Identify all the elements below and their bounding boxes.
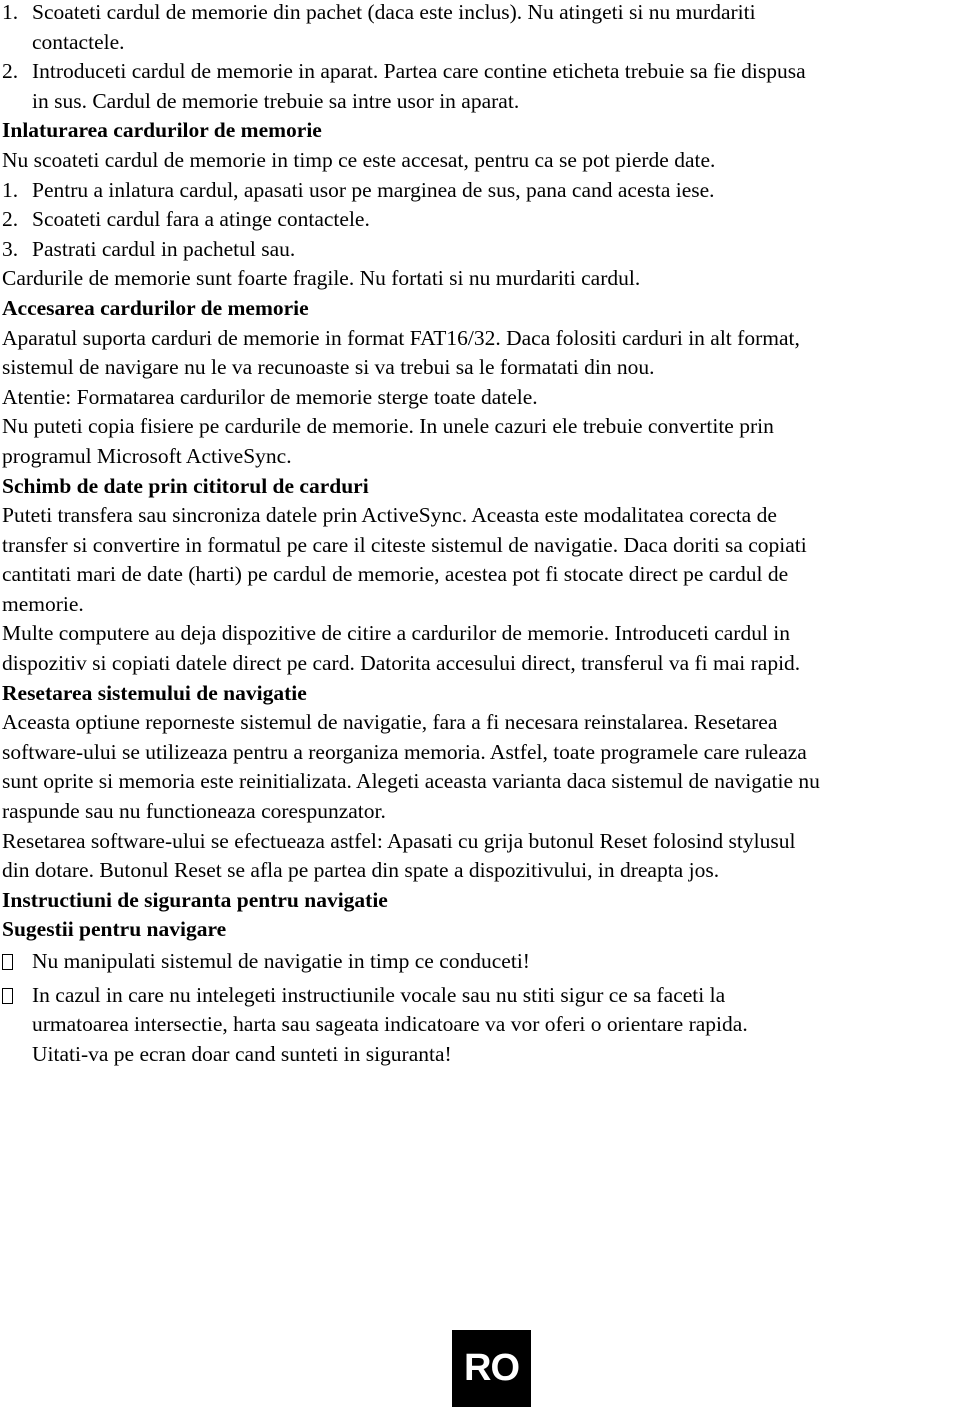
section-heading: Instructiuni de siguranta pentru navigatie <box>2 887 388 912</box>
numbered-step <box>2 176 960 206</box>
section-card-reader <box>2 472 960 679</box>
bullet-item <box>2 947 960 977</box>
numbered-step <box>2 205 960 235</box>
step-number: 3. <box>2 236 19 261</box>
paragraph-line: Atentie: Formatarea cardurilor de memorie sterge toate datele. <box>2 384 538 409</box>
section-heading: Inlaturarea cardurilor de memorie <box>2 118 322 143</box>
paragraph-line: memorie. <box>2 591 84 616</box>
step-number: 2. <box>2 59 19 84</box>
section-heading: Resetarea sistemului de navigatie <box>2 680 307 705</box>
paragraph-line: sunt oprite si memoria este reinitializata. Alegeti aceasta varianta daca sistemul de navigatie nu <box>2 769 820 794</box>
section-safety <box>2 886 960 1070</box>
section-subheading: Sugestii pentru navigare <box>2 917 227 942</box>
section-removing-cards <box>2 116 960 294</box>
bullet-text: Nu manipulati sistemul de navigatie in timp ce conduceti! <box>32 949 530 973</box>
paragraph-line: Aceasta optiune reporneste sistemul de navigatie, fara a fi necesara reinstalarea. Resetarea <box>2 710 778 735</box>
section-heading: Schimb de date prin cititorul de carduri <box>2 473 369 498</box>
intro-step-2-cont: in sus. Cardul de memorie trebuie sa intre usor in aparat. <box>32 88 520 113</box>
paragraph-line: transfer si convertire in formatul pe care il citeste sistemul de navigatie. Daca doriti sa copiati <box>2 532 807 557</box>
step-text: Pastrati cardul in pachetul sau. <box>32 236 296 261</box>
bullet-text-cont: Uitati-va pe ecran doar cand sunteti in siguranta! <box>32 1041 452 1066</box>
intro-step-1 <box>2 0 960 28</box>
paragraph-line: Nu puteti copia fisiere pe cardurile de memorie. In unele cazuri ele trebuie convertite prin <box>2 414 774 439</box>
paragraph-line: dispozitiv si copiati datele direct pe card. Datorita accesului direct, transferul va fi mai rapid. <box>2 651 801 676</box>
intro-step-1-cont: contactele. <box>32 29 125 54</box>
paragraph-line: Resetarea software-ului se efectueaza astfel: Apasati cu grija butonul Reset folosind stylusul <box>2 828 796 853</box>
section-reset <box>2 679 960 886</box>
step-text: Scoateti cardul fara a atinge contactele. <box>32 207 370 232</box>
intro-steps <box>2 0 960 116</box>
paragraph-line: cantitati mari de date (harti) pe cardul de memorie, acestea pot fi stocate direct pe cardul de <box>2 562 789 587</box>
paragraph-line: programul Microsoft ActiveSync. <box>2 443 292 468</box>
step-number: 2. <box>2 207 19 232</box>
language-badge: RO <box>452 1330 531 1407</box>
step-text: Introduceti cardul de memorie in aparat. Partea care contine eticheta trebuie sa fie dispusa <box>32 59 806 84</box>
step-text: Scoateti cardul de memorie din pachet (daca este inclus). Nu atingeti si nu murdariti <box>32 0 756 24</box>
paragraph-line: sistemul de navigare nu le va recunoaste si va trebui sa le formatati din nou. <box>2 355 655 380</box>
paragraph-line: Puteti transfera sau sincroniza datele prin ActiveSync. Aceasta este modalitatea corecta de <box>2 503 777 528</box>
step-text: Pentru a inlatura cardul, apasati usor pe marginea de sus, pana cand acesta iese. <box>32 177 715 202</box>
bullet-text: In cazul in care nu intelegeti instructiunile vocale sau nu stiti sigur ce sa faceti la <box>32 982 726 1007</box>
bullet-item <box>2 981 960 1011</box>
bullet-box-icon <box>2 954 13 970</box>
section-heading: Accesarea cardurilor de memorie <box>2 295 309 320</box>
paragraph-line: Aparatul suporta carduri de memorie in format FAT16/32. Daca folositi carduri in alt format, <box>2 325 800 350</box>
step-number: 1. <box>2 177 19 202</box>
paragraph-line: software-ului se utilizeaza pentru a reorganiza memoria. Astfel, toate programele care ruleaza <box>2 739 807 764</box>
paragraph-line: Cardurile de memorie sunt foarte fragile. Nu fortati si nu murdariti cardul. <box>2 266 641 291</box>
step-number: 1. <box>2 0 19 24</box>
paragraph-line: Nu scoateti cardul de memorie in timp ce este accesat, pentru ca se pot pierde date. <box>2 147 716 172</box>
section-accessing-cards <box>2 294 960 472</box>
paragraph-line: din dotare. Butonul Reset se afla pe partea din spate a dispozitivului, in dreapta jos. <box>2 858 720 883</box>
paragraph-line: Multe computere au deja dispozitive de citire a cardurilor de memorie. Introduceti cardul in <box>2 621 791 646</box>
bullet-box-icon <box>2 988 13 1004</box>
bullet-text-cont: urmatoarea intersectie, harta sau sageata indicatoare va vor oferi o orientare rapida. <box>32 1012 748 1037</box>
paragraph-line: raspunde sau nu functioneaza corespunzator. <box>2 799 386 824</box>
numbered-step <box>2 235 960 265</box>
intro-step-2 <box>2 57 960 87</box>
